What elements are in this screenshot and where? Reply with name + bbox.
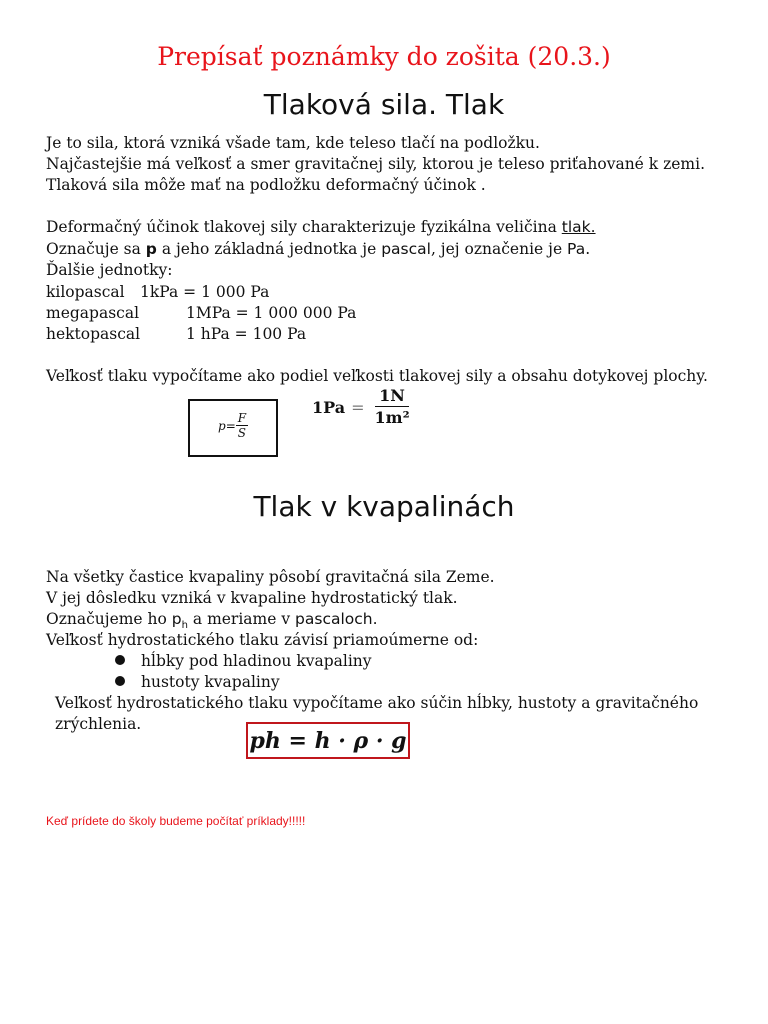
pascal-term: pascal bbox=[381, 240, 431, 258]
pascal-unit-formula: 1Pa = $\frac{1N}{\text{1m²}}$ bbox=[312, 386, 410, 427]
text-line: zrýchlenia. bbox=[55, 715, 142, 733]
bullet-icon bbox=[115, 655, 125, 665]
pascal-symbol: Pa bbox=[567, 240, 586, 258]
hydrostatic-formula-box bbox=[246, 722, 410, 759]
definition-term: tlak. bbox=[561, 218, 596, 236]
unit-row: hektopascal 1 hPa = 100 Pa bbox=[46, 325, 307, 343]
definition-line bbox=[46, 217, 596, 238]
depends-line: Veľkosť hydrostatického tlaku závisí priamoúmerne od: bbox=[46, 631, 479, 649]
assignment-heading: Prepísať poznámky do zošita (20.3.) bbox=[157, 42, 611, 71]
bullet-icon bbox=[115, 676, 125, 686]
section-title-pressure-force: Tlaková sila. Tlak bbox=[263, 88, 505, 121]
pascal-plural-term: pascaloch. bbox=[295, 610, 378, 628]
text-line: Je to sila, ktorá vzniká všade tam, kde teleso tlačí na podložku. bbox=[46, 134, 540, 152]
text-line: Najčastejšie má veľkosť a smer gravitačnej sily, ktorou je teleso priťahované k zemi. bbox=[46, 155, 706, 173]
list-item: hustoty kvapaliny bbox=[115, 672, 280, 693]
pressure-symbol: p bbox=[145, 240, 157, 258]
text-line: Na všetky častice kvapaliny pôsobí gravitačná sila Zeme. bbox=[46, 568, 495, 586]
text-line: Tlaková sila môže mať na podložku deformačný účinok . bbox=[46, 176, 486, 194]
text-line: Veľkosť hydrostatického tlaku vypočítame ako súčin hĺbky, hustoty a gravitačného bbox=[55, 694, 699, 712]
pressure-formula-box bbox=[188, 399, 278, 457]
pressure-formula: p = $\frac{F}{S}$ bbox=[218, 411, 247, 440]
unit-row: megapascal 1MPa = 1 000 000 Pa bbox=[46, 304, 357, 322]
unit-row: kilopascal 1kPa = 1 000 Pa bbox=[46, 283, 270, 301]
definition-text: Deformačný účinok tlakovej sily charakterizuje fyzikálna veličina bbox=[46, 218, 562, 236]
hydro-symbol: $p_h$ bbox=[171, 610, 188, 632]
notation-line: Označuje sa p a jeho základná jednotka je pascal, jej označenie je Pa. bbox=[46, 240, 591, 258]
section-title-liquid-pressure: Tlak v kvapalinách bbox=[253, 490, 515, 523]
notation-line: Označujeme ho $p_h$ a meriame v pascaloch. bbox=[46, 610, 378, 632]
footer-note: Keď prídete do školy budeme počítať príklady!!!!! bbox=[46, 814, 306, 828]
calc-text: Veľkosť tlaku vypočítame ako podiel veľkosti tlakovej sily a obsahu dotykovej plochy. bbox=[46, 367, 708, 385]
other-units-label: Ďalšie jednotky: bbox=[46, 261, 173, 279]
text-line: V jej dôsledku vzniká v kvapaline hydrostatický tlak. bbox=[46, 589, 458, 607]
hydrostatic-formula: 𝒑𝒉 = 𝒉 · 𝝆 · 𝒈 bbox=[249, 727, 407, 754]
list-item: hĺbky pod hladinou kvapaliny bbox=[115, 651, 372, 672]
